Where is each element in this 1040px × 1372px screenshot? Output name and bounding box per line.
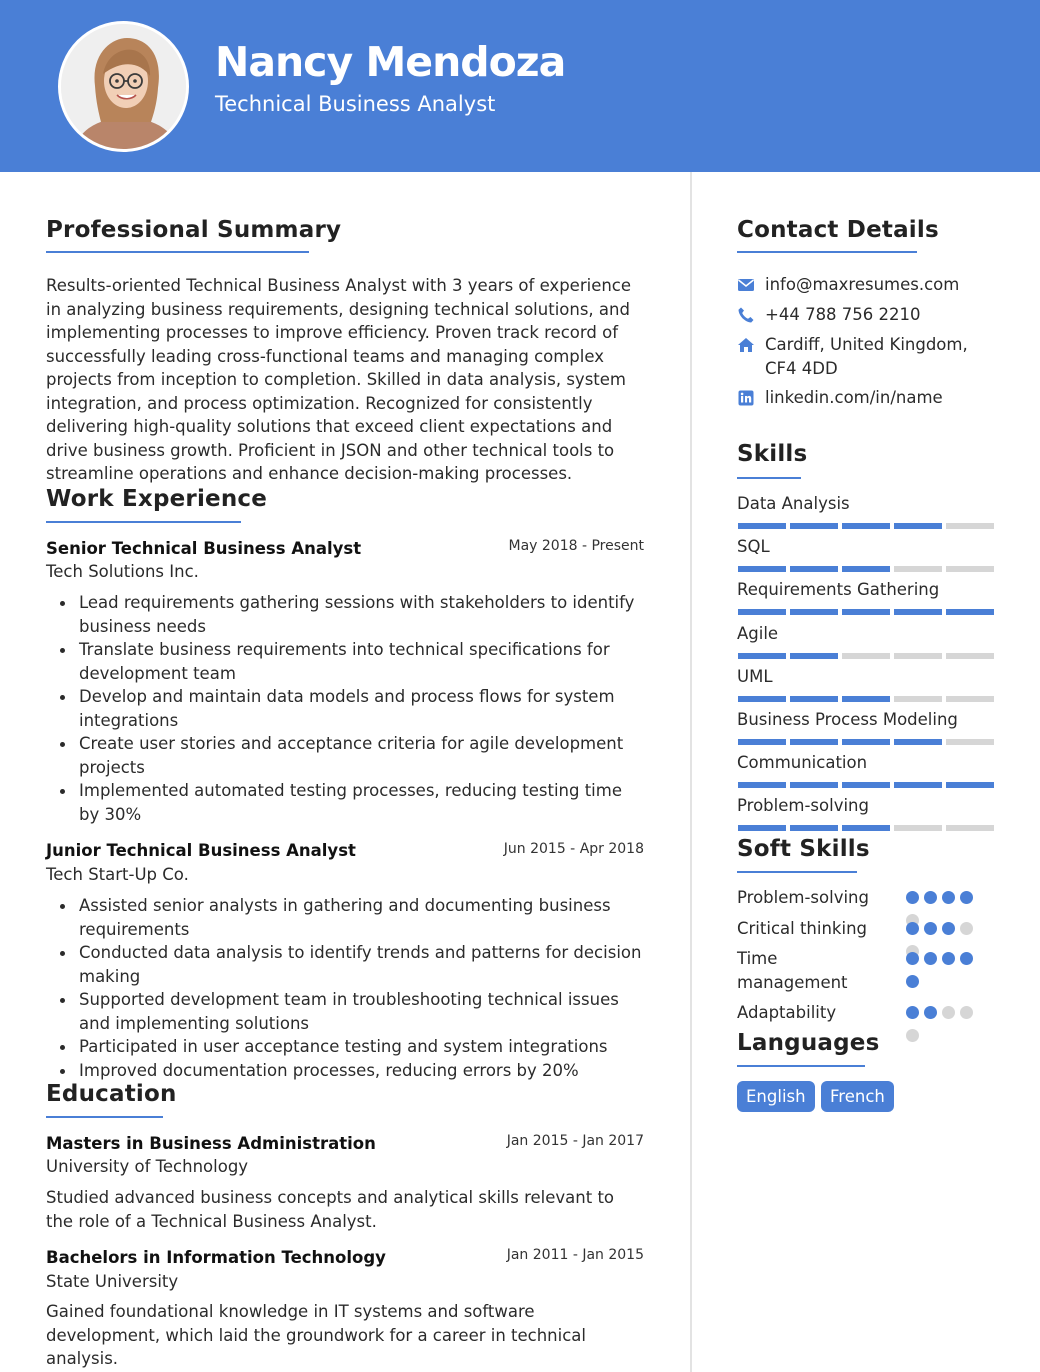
skill-level-segment-filled bbox=[738, 609, 786, 615]
skill-level-segment-filled bbox=[790, 739, 838, 745]
skill-level-segment-filled bbox=[738, 523, 786, 529]
summary-text: Results-oriented Technical Business Analyst with 3 years of experience in analyzing business requirements, designing technical solutions, and implementing processes to improve efficiency. Proven track record of successfully leading cross-functional teams and managing complex projects from inception to completion. Skilled in data analysis, system integration, and process optimization. Recognized for consistently delivering high-quality solutions that exceed client expectations and drive business growth. Proficient in JSON and other technical tools to streamline operations and enhance decision-making processes. bbox=[46, 276, 632, 483]
job-bullet: Assisted senior analysts in gathering and documenting business requirements bbox=[46, 894, 646, 941]
skill-level-segment-empty bbox=[946, 825, 994, 831]
experience-title: Work Experience bbox=[46, 486, 268, 512]
languages-title: Languages bbox=[737, 1030, 880, 1056]
home-icon bbox=[737, 336, 755, 354]
job-bullet: Create user stories and acceptance criteria for agile development projects bbox=[46, 732, 646, 779]
job-bullet: Implemented automated testing processes, reducing testing time by 30% bbox=[46, 779, 646, 826]
skill-level-segment-filled bbox=[894, 739, 942, 745]
job-title: Senior Technical Business Analyst bbox=[46, 539, 362, 558]
linkedin-icon bbox=[737, 389, 755, 407]
soft-skill-dot-filled bbox=[942, 891, 955, 904]
skill-level-segment-filled bbox=[790, 609, 838, 615]
skill-level-segment-filled bbox=[790, 696, 838, 702]
skill-level-segment-filled bbox=[894, 523, 942, 529]
resume-header bbox=[0, 0, 1040, 172]
soft-skill-dot-filled bbox=[906, 1006, 919, 1019]
envelope-icon bbox=[737, 276, 755, 294]
degree-description: Gained foundational knowledge in IT systems and software development, which laid the groundwork for a career in technical analysis. bbox=[46, 1302, 586, 1368]
skill-level-segment-filled bbox=[842, 782, 890, 788]
skill-level-segment-filled bbox=[738, 739, 786, 745]
skill-level-bar bbox=[738, 696, 994, 702]
contact-linkedin-text: linkedin.com/in/name bbox=[765, 388, 943, 407]
language-tag: French bbox=[821, 1081, 894, 1112]
soft-skill-dot-filled bbox=[924, 922, 937, 935]
education-title-underline bbox=[46, 1116, 163, 1118]
degree-date: Jan 2011 - Jan 2015 bbox=[506, 1247, 644, 1263]
skill-level-bar bbox=[738, 825, 994, 831]
skill-level-segment-filled bbox=[842, 696, 890, 702]
soft-skill-dot-filled bbox=[942, 922, 955, 935]
experience-title-underline bbox=[46, 521, 241, 523]
soft-skill-dot-empty bbox=[960, 922, 973, 935]
skill-level-bar bbox=[738, 739, 994, 745]
soft-skill-dot-filled bbox=[906, 922, 919, 935]
contact-phone-text: +44 788 756 2210 bbox=[765, 305, 921, 324]
skill-level-segment-empty bbox=[946, 566, 994, 572]
skill-level-segment-filled bbox=[894, 782, 942, 788]
skill-level-segment-filled bbox=[790, 825, 838, 831]
language-tag: English bbox=[737, 1081, 815, 1112]
skills-title: Skills bbox=[737, 441, 808, 467]
school-name: State University bbox=[46, 1272, 179, 1291]
job-bullet-list bbox=[46, 894, 646, 1082]
skill-level-segment-filled bbox=[842, 566, 890, 572]
summary-title-underline bbox=[46, 251, 309, 253]
skill-level-segment-empty bbox=[946, 739, 994, 745]
job-bullet: Participated in user acceptance testing and system integrations bbox=[46, 1035, 646, 1059]
skills-title-underline bbox=[737, 477, 801, 479]
soft-skill-dot-filled bbox=[906, 952, 919, 965]
skill-level-segment-filled bbox=[738, 782, 786, 788]
skill-level-segment-filled bbox=[790, 653, 838, 659]
soft-skills-title-underline bbox=[737, 871, 857, 873]
soft-skill-name: Adaptability bbox=[737, 1003, 837, 1022]
degree-date: Jan 2015 - Jan 2017 bbox=[506, 1133, 644, 1149]
skill-level-segment-filled bbox=[790, 566, 838, 572]
soft-skill-dot-empty bbox=[960, 1006, 973, 1019]
soft-skill-dot-filled bbox=[906, 975, 919, 988]
skill-level-segment-empty bbox=[894, 566, 942, 572]
skill-level-segment-empty bbox=[894, 696, 942, 702]
profile-photo-illustration bbox=[61, 24, 189, 152]
candidate-role: Technical Business Analyst bbox=[215, 92, 496, 116]
job-date: Jun 2015 - Apr 2018 bbox=[503, 841, 644, 857]
skill-level-segment-empty bbox=[894, 653, 942, 659]
phone-icon bbox=[737, 306, 755, 324]
skill-level-bar bbox=[738, 523, 994, 529]
degree-description: Studied advanced business concepts and analytical skills relevant to the role of a Technical Business Analyst. bbox=[46, 1188, 615, 1231]
skill-name: Business Process Modeling bbox=[737, 710, 958, 729]
education-title: Education bbox=[46, 1081, 177, 1107]
skill-level-bar bbox=[738, 566, 994, 572]
skill-level-segment-filled bbox=[894, 609, 942, 615]
job-date: May 2018 - Present bbox=[508, 538, 644, 554]
soft-skills-title: Soft Skills bbox=[737, 836, 870, 862]
skill-level-segment-filled bbox=[738, 566, 786, 572]
soft-skill-dot-empty bbox=[906, 1029, 919, 1042]
job-bullet: Improved documentation processes, reducing errors by 20% bbox=[46, 1059, 646, 1083]
job-bullet: Translate business requirements into technical specifications for development team bbox=[46, 638, 646, 685]
job-company: Tech Solutions Inc. bbox=[46, 562, 199, 581]
contact-linkedin[interactable] bbox=[737, 386, 997, 410]
skill-name: Agile bbox=[737, 623, 779, 643]
job-bullet: Supported development team in troubleshooting technical issues and implementing solutions bbox=[46, 988, 646, 1035]
profile-photo bbox=[58, 21, 189, 152]
contact-email-text: info@maxresumes.com bbox=[765, 275, 960, 294]
skill-level-segment-filled bbox=[738, 825, 786, 831]
skill-level-bar bbox=[738, 782, 994, 788]
degree-title: Bachelors in Information Technology bbox=[46, 1248, 386, 1267]
soft-skill-name: Time management bbox=[737, 949, 848, 992]
contact-address bbox=[737, 333, 997, 380]
skill-level-segment-filled bbox=[946, 609, 994, 615]
skill-level-segment-empty bbox=[946, 653, 994, 659]
soft-skill-dot-filled bbox=[960, 891, 973, 904]
skill-level-segment-empty bbox=[946, 523, 994, 529]
candidate-name: Nancy Mendoza bbox=[215, 38, 566, 86]
skill-level-segment-filled bbox=[842, 523, 890, 529]
contact-email[interactable] bbox=[737, 273, 997, 297]
contact-address-text: Cardiff, United Kingdom, CF4 4DD bbox=[765, 335, 968, 378]
skill-level-bar bbox=[738, 609, 994, 615]
skill-level-segment-filled bbox=[842, 609, 890, 615]
skill-name: Problem-solving bbox=[737, 796, 869, 816]
skill-name: UML bbox=[737, 666, 773, 686]
contact-phone[interactable] bbox=[737, 303, 997, 327]
contact-title: Contact Details bbox=[737, 217, 939, 243]
skill-level-bar bbox=[738, 653, 994, 659]
skill-level-segment-filled bbox=[790, 782, 838, 788]
skill-level-segment-empty bbox=[894, 825, 942, 831]
skill-level-segment-filled bbox=[738, 696, 786, 702]
soft-skill-name: Critical thinking bbox=[737, 919, 867, 938]
skill-name: Requirements Gathering bbox=[737, 580, 940, 600]
skill-level-segment-filled bbox=[842, 825, 890, 831]
soft-skill-dot-filled bbox=[942, 952, 955, 965]
soft-skill-dot-filled bbox=[960, 952, 973, 965]
skill-name: Data Analysis bbox=[737, 494, 850, 513]
soft-skill-dot-filled bbox=[924, 952, 937, 965]
job-bullet: Develop and maintain data models and process flows for system integrations bbox=[46, 685, 646, 732]
job-bullet-list bbox=[46, 591, 646, 826]
skill-name: Communication bbox=[737, 753, 868, 773]
contact-title-underline bbox=[737, 251, 917, 253]
degree-title: Masters in Business Administration bbox=[46, 1134, 376, 1153]
job-title: Junior Technical Business Analyst bbox=[46, 841, 356, 860]
summary-title: Professional Summary bbox=[46, 217, 342, 243]
column-divider bbox=[690, 172, 692, 1372]
soft-skill-name: Problem-solving bbox=[737, 888, 869, 907]
languages-title-underline bbox=[737, 1065, 865, 1067]
school-name: University of Technology bbox=[46, 1157, 249, 1176]
soft-skill-dot-filled bbox=[924, 1006, 937, 1019]
soft-skill-dot-empty bbox=[942, 1006, 955, 1019]
job-bullet: Conducted data analysis to identify trends and patterns for decision making bbox=[46, 941, 646, 988]
job-company: Tech Start-Up Co. bbox=[46, 865, 189, 884]
soft-skill-dot-filled bbox=[924, 891, 937, 904]
skill-level-segment-empty bbox=[946, 696, 994, 702]
skill-name: SQL bbox=[737, 537, 770, 557]
job-bullet: Lead requirements gathering sessions with stakeholders to identify business needs bbox=[46, 591, 646, 638]
soft-skill-dot-filled bbox=[906, 891, 919, 904]
skill-level-segment-filled bbox=[946, 782, 994, 788]
skill-level-segment-filled bbox=[790, 523, 838, 529]
skill-level-segment-filled bbox=[842, 739, 890, 745]
skill-level-segment-empty bbox=[842, 653, 890, 659]
skill-level-segment-filled bbox=[738, 653, 786, 659]
